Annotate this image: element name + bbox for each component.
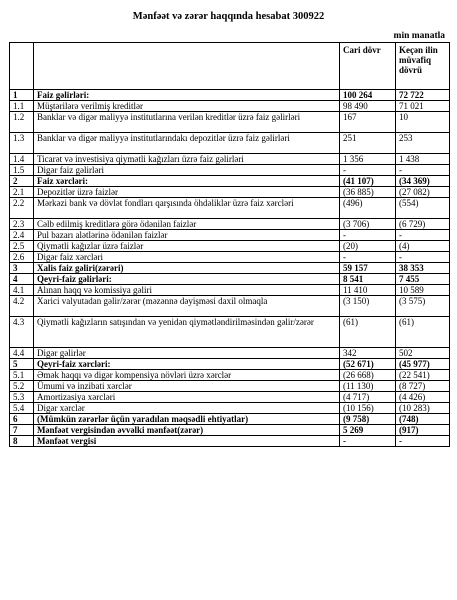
table-row [10, 176, 450, 187]
row-name: Digər faiz xərcləri [34, 252, 340, 263]
row-current-value: (36 885) [340, 187, 396, 198]
row-name: Pul bazarı alətlərinə ödənilən faizlər [34, 230, 340, 241]
row-current-value: - [340, 230, 396, 241]
header-previous-period: Keçən ilin müvafiq dövrü [396, 43, 450, 90]
table-row [10, 230, 450, 241]
row-current-value: 59 157 [340, 263, 396, 274]
row-name: Əmək haqqı və digər kompensiya növləri üzrə xərclər [34, 370, 340, 381]
row-current-value: (61) [340, 317, 396, 348]
row-current-value: 98 490 [340, 101, 396, 112]
row-previous-value: (6 729) [396, 219, 450, 230]
row-current-value: 342 [340, 348, 396, 359]
row-previous-value: (554) [396, 198, 450, 219]
row-code: 2 [10, 176, 34, 187]
row-previous-value: (27 082) [396, 187, 450, 198]
row-code: 1 [10, 90, 34, 101]
row-current-value: - [340, 165, 396, 176]
row-current-value: 167 [340, 112, 396, 133]
table-row [10, 317, 450, 348]
row-current-value: (52 671) [340, 359, 396, 370]
row-current-value: (9 758) [340, 414, 396, 425]
row-code: 5.2 [10, 381, 34, 392]
row-previous-value: (4) [396, 241, 450, 252]
row-code: 5.4 [10, 403, 34, 414]
row-current-value: (496) [340, 198, 396, 219]
row-code: 4.4 [10, 348, 34, 359]
row-previous-value: 10 [396, 112, 450, 133]
row-name: Faiz gəlirləri: [34, 90, 340, 101]
income-statement-table [9, 42, 450, 447]
table-row [10, 414, 450, 425]
row-current-value: 100 264 [340, 90, 396, 101]
row-code: 5.3 [10, 392, 34, 403]
row-previous-value: (45 977) [396, 359, 450, 370]
row-previous-value: 1 438 [396, 154, 450, 165]
header-current-period: Cari dövr [340, 43, 396, 90]
row-name: Digər faiz gəlirləri [34, 165, 340, 176]
row-name: (Mümkün zərərlər üçün yaradılan məqsədli ehtiyatlar) [34, 414, 340, 425]
row-code: 5.1 [10, 370, 34, 381]
row-code: 8 [10, 436, 34, 447]
table-row [10, 101, 450, 112]
row-previous-value: (917) [396, 425, 450, 436]
row-code: 4 [10, 274, 34, 285]
row-current-value: 11 410 [340, 285, 396, 296]
row-current-value: - [340, 436, 396, 447]
row-code: 1.3 [10, 133, 34, 154]
row-previous-value: (4 426) [396, 392, 450, 403]
table-row [10, 296, 450, 317]
row-previous-value: (3 575) [396, 296, 450, 317]
row-previous-value: 10 589 [396, 285, 450, 296]
row-name: Banklar və digər maliyyə institutlarına verilən kreditlər üzrə faiz gəlirləri [34, 112, 340, 133]
row-code: 2.4 [10, 230, 34, 241]
row-current-value: (26 668) [340, 370, 396, 381]
row-current-value: 5 269 [340, 425, 396, 436]
row-previous-value: (8 727) [396, 381, 450, 392]
row-previous-value: 38 353 [396, 263, 450, 274]
table-row [10, 370, 450, 381]
table-row [10, 359, 450, 370]
unit-label: min manatla [393, 31, 445, 41]
row-previous-value: 71 021 [396, 101, 450, 112]
row-name: Mənfəət vergisindən əvvəlki mənfəət(zərər) [34, 425, 340, 436]
row-code: 1.2 [10, 112, 34, 133]
row-previous-value: - [396, 165, 450, 176]
table-row [10, 348, 450, 359]
row-name: Digər gəlirlər [34, 348, 340, 359]
row-previous-value: (34 369) [396, 176, 450, 187]
row-current-value: - [340, 252, 396, 263]
table-row [10, 252, 450, 263]
table-row [10, 187, 450, 198]
table-row [10, 90, 450, 101]
row-name: Qeyri-faiz xərcləri: [34, 359, 340, 370]
row-name: Depozitlər üzrə faizlər [34, 187, 340, 198]
row-current-value: (20) [340, 241, 396, 252]
table-row [10, 112, 450, 133]
row-name: Qiymətli kağızlar üzrə faizlər [34, 241, 340, 252]
row-name: Müştərilərə verilmiş kreditlər [34, 101, 340, 112]
row-previous-value: 502 [396, 348, 450, 359]
row-current-value: (41 107) [340, 176, 396, 187]
row-code: 1.1 [10, 101, 34, 112]
row-current-value: (4 717) [340, 392, 396, 403]
row-previous-value: 7 455 [396, 274, 450, 285]
row-previous-value: (10 283) [396, 403, 450, 414]
row-code: 2.3 [10, 219, 34, 230]
row-name: Mənfəət vergisi [34, 436, 340, 447]
row-name: Alınan haqq və komissiya gəliri [34, 285, 340, 296]
row-code: 7 [10, 425, 34, 436]
table-row [10, 219, 450, 230]
table-row [10, 392, 450, 403]
row-previous-value: - [396, 436, 450, 447]
row-name: Qiymətli kağızların satışından və yenidən qiymətləndirilməsindən gəlir/zərər [34, 317, 340, 348]
table-row [10, 154, 450, 165]
row-name: Cəlb edilmiş kreditlərə görə ödənilən faizlər [34, 219, 340, 230]
row-previous-value: - [396, 230, 450, 241]
report-title: Mənfəət və zərər haqqında hesabat 300922 [132, 11, 325, 22]
row-previous-value: - [396, 252, 450, 263]
row-code: 3 [10, 263, 34, 274]
row-current-value: (3 706) [340, 219, 396, 230]
row-previous-value: 72 722 [396, 90, 450, 101]
header-name [34, 43, 340, 90]
row-name: Mərkəzi bank və dövlət fondları qarşısında öhdəliklər üzrə faiz xərcləri [34, 198, 340, 219]
table-row [10, 285, 450, 296]
row-code: 2.2 [10, 198, 34, 219]
row-name: Ümumi və inzibati xərclər [34, 381, 340, 392]
row-code: 4.3 [10, 317, 34, 348]
row-name: Xarici valyutadan gəlir/zərər (məzənnə dəyişməsi daxil olmaqla [34, 296, 340, 317]
row-name: Xalis faiz gəliri(zərəri) [34, 263, 340, 274]
table-row [10, 241, 450, 252]
row-code: 5 [10, 359, 34, 370]
table-row [10, 403, 450, 414]
row-name: Ticarət və investisiya qiymətli kağızları üzrə faiz gəlirləri [34, 154, 340, 165]
table-row [10, 425, 450, 436]
row-code: 4.1 [10, 285, 34, 296]
row-name: Faiz xərcləri: [34, 176, 340, 187]
row-code: 2.6 [10, 252, 34, 263]
row-previous-value: (748) [396, 414, 450, 425]
row-previous-value: (61) [396, 317, 450, 348]
row-name: Amortizasiya xərcləri [34, 392, 340, 403]
row-name: Banklar və digər maliyyə institutlarındakı depozitlər üzrə faiz gəlirləri [34, 133, 340, 154]
row-code: 1.5 [10, 165, 34, 176]
table-row [10, 436, 450, 447]
row-name: Digər xərclər [34, 403, 340, 414]
row-code: 1.4 [10, 154, 34, 165]
row-current-value: (11 130) [340, 381, 396, 392]
table-row [10, 165, 450, 176]
table-row [10, 381, 450, 392]
row-name: Qeyri-faiz gəlirləri: [34, 274, 340, 285]
row-current-value: 8 541 [340, 274, 396, 285]
row-code: 2.5 [10, 241, 34, 252]
table-row [10, 133, 450, 154]
table-row [10, 274, 450, 285]
row-previous-value: (22 541) [396, 370, 450, 381]
header-code [10, 43, 34, 90]
table-header-row [10, 43, 450, 90]
row-current-value: (10 156) [340, 403, 396, 414]
row-previous-value: 253 [396, 133, 450, 154]
row-current-value: (3 150) [340, 296, 396, 317]
row-code: 2.1 [10, 187, 34, 198]
row-current-value: 1 356 [340, 154, 396, 165]
row-current-value: 251 [340, 133, 396, 154]
row-code: 6 [10, 414, 34, 425]
table-row [10, 198, 450, 219]
table-row [10, 263, 450, 274]
row-code: 4.2 [10, 296, 34, 317]
